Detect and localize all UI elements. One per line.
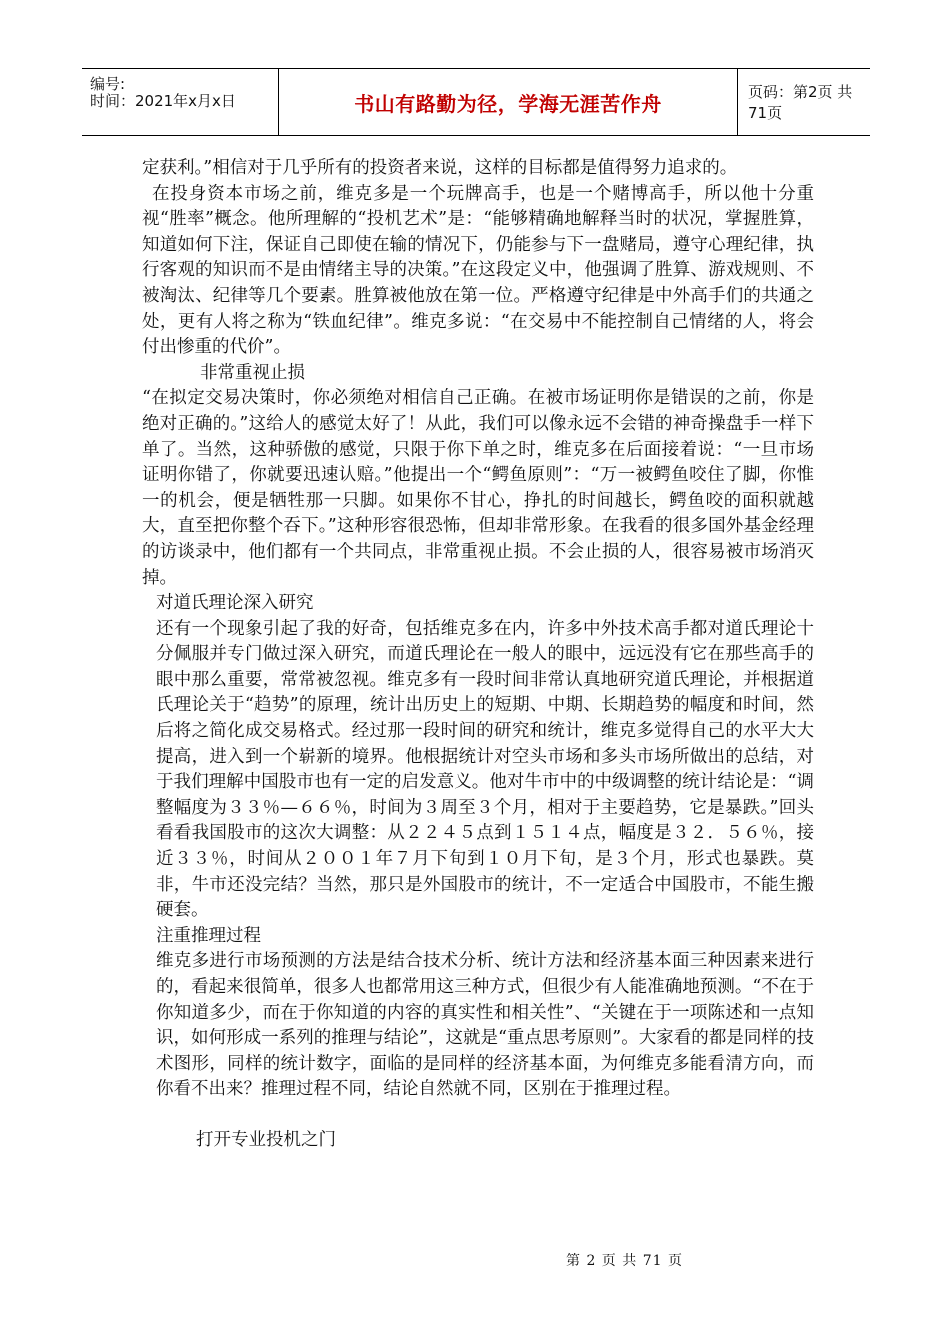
document-body bbox=[142, 156, 814, 1154]
section-heading: 对道氏理论深入研究 bbox=[156, 593, 314, 614]
paragraph: 维克多进行市场预测的方法是结合技术分析、统计方法和经济基本面三种因素来进行的，看起来很简单，很多人也都常用这三种方式，但很少有人能准确地预测。“不在于你知道多少，而在于你知道的内容的真实性和相关性”、“关键在于一项陈述和一点知识，如何形成一系列的推理与结论”，这就是“重点思考原则”。大家看的都是同样的技术图形，同样的统计数字，面临的是同样的经济基本面，为何维克多能看清方向，而你看不出来？推理过程不同，结论自然就不同，区别在于推理过程。 bbox=[156, 951, 814, 1100]
section-heading: 打开专业投机之门 bbox=[196, 1129, 336, 1150]
document-number-label: 编号: bbox=[90, 75, 126, 93]
paragraph: 在投身资本市场之前，维克多是一个玩牌高手，也是一个赌博高手，所以他十分重视“胜率”概念。他所理解的“投机艺术”是：“能够精确地解释当时的状况，掌握胜算，知道如何下注，保证自己即使在输的情况下，仍能参与下一盘赌局，遵守心理纪律，执行客观的知识而不是由情绪主导的决策。”在这段定义中，他强调了胜算、游戏规则、不被淘汰、纪律等几个要素。胜算被他放在第一位。严格遵守纪律是中外高手们的共通之处，更有人将之称为“铁血纪律”。维克多说：“在交易中不能控制自己情绪的人，将会付出惨重的代价”。 bbox=[142, 183, 814, 358]
spacer bbox=[142, 1103, 814, 1128]
section-heading: 非常重视止损 bbox=[200, 362, 305, 383]
section-heading: 注重推理过程 bbox=[156, 925, 261, 946]
paragraph: 还有一个现象引起了我的好奇，包括维克多在内，许多中外技术高手都对道氏理论十分佩服并专门做过深入研究，而道氏理论在一般人的眼中，远远没有它在那些高手的眼中那么重要，常常被忽视。维克多有一段时间非常认真地研究道氏理论，并根据道氏理论关于“趋势”的原理，统计出历史上的短期、中期、长期趋势的幅度和时间，然后将之简化成交易格式。经过那一段时间的研究和统计，维克多觉得自己的水平大大提高，进入到一个崭新的境界。他根据统计对空头市场和多头市场所做出的总结，对于我们理解中国股市也有一定的启发意义。他对牛市中的中级调整的统计结论是：“调整幅度为３３％—６６％，时间为３周至３个月，相对于主要趋势，它是暴跌。”回头看看我国股市的这次大调整：从２２４５点到１５１４点，幅度是３２．５６％，接近３３％，时间从２００１年７月下旬到１０月下旬，是３个月，形式也暴跌。莫非，牛市还没完结？当然，那只是外国股市的统计，不一定适合中国股市，不能生搬硬套。 bbox=[156, 618, 814, 921]
header-meta bbox=[82, 69, 278, 135]
page-footer: 第 2 页 共 71 页 bbox=[566, 1253, 683, 1269]
page-header bbox=[82, 68, 870, 136]
document-time-label: 时间：2021年x月x日 bbox=[90, 92, 236, 110]
paragraph: “在拟定交易决策时，你必须绝对相信自己正确。在被市场证明你是错误的之前，你是绝对正确的。”这给人的感觉太好了！从此，我们可以像永远不会错的神奇操盘手一样下单了。当然，这种骄傲的感觉，只限于你下单之时，维克多在后面接着说：“一旦市场证明你错了，你就要迅速认赔。”他提出一个“鳄鱼原则”：“万一被鳄鱼咬住了脚，你惟一的机会，便是牺牲那一只脚。如果你不甘心，挣扎的时间越长，鳄鱼咬的面积就越大，直至把你整个吞下。”这种形容很恐怖，但却非常形象。在我看的很多国外基金经理的访谈录中，他们都有一个共同点，非常重视止损。不会止损的人，很容易被市场消灭掉。 bbox=[142, 388, 814, 588]
header-motto: 书山有路勤为径，学海无涯苦作舟 bbox=[278, 69, 738, 135]
header-page-info: 页码：第2页 共71页 bbox=[748, 83, 853, 122]
paragraph: 定获利。”相信对于几乎所有的投资者来说，这样的目标都是值得努力追求的。 bbox=[142, 158, 738, 178]
